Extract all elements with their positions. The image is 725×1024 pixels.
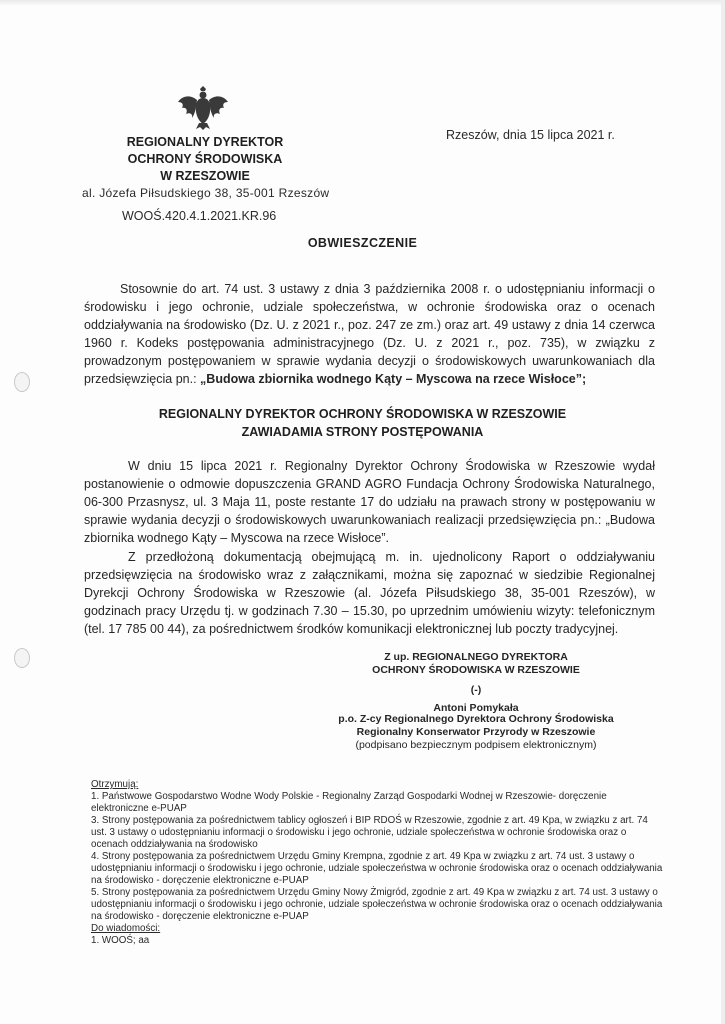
document-title: OBWIESZCZENIE (307, 236, 418, 250)
info-header: Do wiadomości: (91, 923, 161, 934)
intro-paragraph (84, 280, 655, 388)
punch-hole (14, 372, 30, 392)
signature-line: OCHRONY ŚRODOWISKA W RZESZOWIE (372, 664, 580, 676)
place-date: Rzeszów, dnia 15 lipca 2021 r. (446, 128, 615, 142)
list-item: 1. Państwowe Gospodarstwo Wodne Wody Polskie - Regionalny Zarząd Gospodarki Wodnej w Rzeszowie- doręczenie elektroniczne e-PUAP (91, 791, 607, 814)
heading-line: ZAWIADAMIA STRONY POSTĘPOWANIA (241, 425, 484, 439)
notice-heading (0, 405, 725, 441)
project-name: „Budowa zbiornika wodnego Kąty – Myscowa na rzece Wisłoce”; (200, 372, 587, 386)
intro-text: Stosownie do art. 74 ust. 3 ustawy z dnia 3 października 2008 r. o udostępnianiu informacji o środowisku i jego ochronie, udziale społeczeństwa, w ochronie środowiska oraz o ocenach oddziaływania na środowisko (Dz. U. z 2021 r., poz. 247 ze zm.) oraz art. 49 ustawy z dnia 14 czerwca 1960 r. Kodeks postępowania administracyjnego (Dz. U. z 2021 r., poz. 735), w związku z prowadzonym postępowaniem w sprawie wydania decyzji o środowiskowych uwarunkowaniach dla przedsięwzięcia pn.: (84, 282, 655, 386)
recipients-header: Otrzymują: (91, 779, 139, 790)
punch-hole (14, 648, 30, 668)
list-item: 3. Strony postępowania za pośrednictwem tablicy ogłoszeń i BIP RDOŚ w Rzeszowie, zgodnie z art. 49 Kpa, w związku z art. 74 ust. 3 ustawy o udostępnianiu informacji o środowisku i jego ochronie, udziale społeczeństwa w ochronie środowiska oraz o ocenach oddziaływania na środowisko (91, 815, 648, 850)
office-line: W RZESZOWIE (160, 169, 250, 183)
office-address: al. Józefa Piłsudskiego 38, 35-001 Rzeszów (82, 186, 330, 200)
case-number: WOOŚ.420.4.1.2021.KR.96 (122, 209, 277, 223)
signature-authority (300, 651, 652, 677)
signatory-conservator: Regionalny Konserwator Przyrody w Rzeszowie (356, 726, 596, 738)
office-name (110, 134, 300, 185)
signature-line: Z up. REGIONALNEGO DYREKTORA (384, 651, 568, 663)
office-line: REGIONALNY DYREKTOR (126, 135, 284, 149)
heading-line: REGIONALNY DYREKTOR OCHRONY ŚRODOWISKA W RZESZOWIE (158, 407, 567, 421)
list-item: 1. WOOŚ; aa (91, 935, 150, 946)
signed-mark: (-) (470, 684, 482, 696)
list-item: 5. Strony postępowania za pośrednictwem Urzędu Gminy Nowy Żmigród, zgodnie z art. 49 Kpa w związku z art. 74 ust. 3 ustawy o udostępnianiu informacji o środowisku i jego ochronie, udziale społeczeństwa w ochronie środowiska oraz o ocenach oddziaływania na środowisko - doręczenie elektroniczne e-PUAP (91, 887, 663, 922)
signatory-name: Antoni Pomykała (433, 702, 519, 714)
signatory-function: p.o. Z-cy Regionalnego Dyrektora Ochrony Środowiska (338, 713, 614, 725)
eagle-emblem-icon (176, 86, 230, 130)
recipients-list (91, 779, 663, 947)
scan-edge (0, 0, 725, 6)
documentation-paragraph: Z przedłożoną dokumentacją obejmującą m. in. ujednolicony Raport o oddziaływaniu przedsięwzięcia na środowisko wraz z załącznikami, można się zapoznać w siedzibie Regionalnej Dyrekcji Ochrony Środowiska w Rzeszowie (al. Józefa Piłsudskiego 38, 35-001 Rzeszów), w godzinach pracy Urzędu tj. w godzinach 7.30 – 15.30, po uprzednim umówieniu wizyty: telefonicznym (tel. 17 785 00 44), za pośrednictwem środków komunikacji elektronicznej lub poczty tradycyjnej. (84, 550, 655, 636)
scan-edge (721, 0, 725, 1024)
office-line: OCHRONY ŚRODOWISKA (127, 152, 283, 166)
decision-paragraph: W dniu 15 lipca 2021 r. Regionalny Dyrektor Ochrony Środowiska w Rzeszowie wydał postanowienie o odmowie dopuszczenia GRAND AGRO Fundacja Ochrony Środowiska Naturalnego, 06-300 Przasnysz, ul. 3 Maja 11, poste restante 17 do udziału na prawach strony w postępowaniu w sprawie wydania decyzji o środowiskowych uwarunkowaniach realizacji przedsięwzięcia pn.: „Budowa zbiornika wodnego Kąty – Myscowa na rzece Wisłoce”. (84, 459, 655, 545)
list-item: 4. Strony postępowania za pośrednictwem Urzędu Gminy Krempna, zgodnie z art. 49 Kpa w związku z art. 74 ust. 3 ustawy o udostępnianiu informacji o środowisku i jego ochronie, udziale społeczeństwa w ochronie środowiska oraz o ocenach oddziaływania na środowisko - doręczenie elektroniczne e-PUAP (91, 851, 663, 886)
signature-note: (podpisano bezpiecznym podpisem elektronicznym) (355, 739, 597, 751)
